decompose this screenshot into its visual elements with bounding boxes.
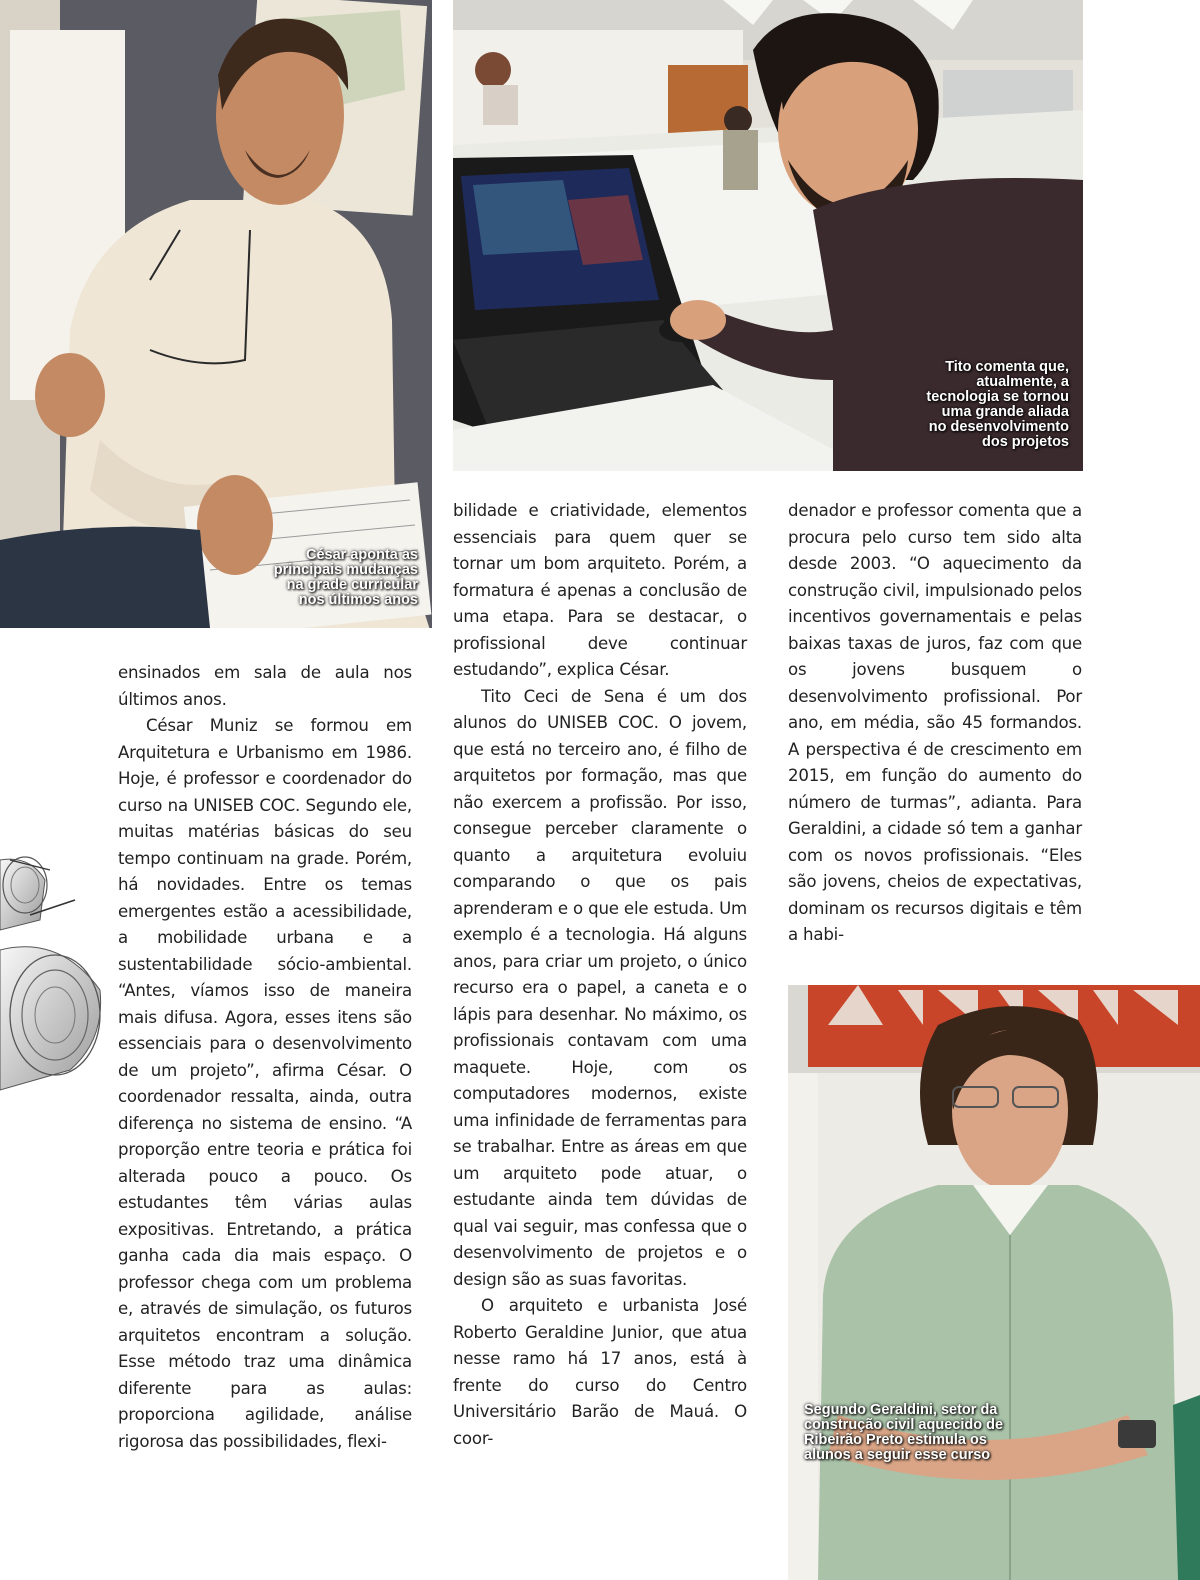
photo-cesar-illustration [0, 0, 432, 628]
caption-cesar-line: principais mudanças [273, 562, 418, 578]
photo-cesar [0, 0, 432, 628]
photo-tito [453, 0, 1083, 471]
article-column-3 [788, 498, 1082, 949]
caption-geraldini-line: alunos a seguir esse curso [804, 1447, 991, 1463]
caption-geraldini-line: Ribeirão Preto estimula os [804, 1432, 987, 1448]
photo-geraldini-illustration [788, 985, 1200, 1580]
photo-geraldini [788, 985, 1200, 1580]
caption-geraldini [804, 1403, 1003, 1463]
article-paragraph: denador e professor comenta que a procura pelo curso tem sido alta desde 2003. “O aquecimento da construção civil, impulsionado pelos incentivos governamentais e pelas baixas taxas de juros, faz com que os jovens busquem o desenvolvimento profissional. Por ano, em média, são 45 formandos. A perspectiva é de crescimento em 2015, em função do aumento do número de turmas”, adianta. Para Geraldini, a cidade só tem a ganhar com os novos profissionais. “Eles são jovens, cheios de expectativas, dominam os recursos digitais e têm a habi- [788, 501, 1082, 944]
caption-cesar-line: nos últimos anos [298, 592, 418, 608]
blueprint-rolls-decoration [0, 840, 110, 1140]
caption-tito-line: Tito comenta que, [945, 359, 1069, 375]
caption-tito-line: tecnologia se tornou [926, 389, 1069, 405]
article-paragraph: César Muniz se formou em Arquitetura e Urbanismo em 1986. Hoje, é professor e coordenador do curso na UNISEB COC. Segundo ele, muitas matérias básicas do seu tempo continuam na grade. Porém, há novidades. Entre os temas emergentes estão a acessibilidade, a mobilidade urbana e a sustentabilidade sócio-ambiental. “Antes, víamos isso de maneira mais difusa. Agora, esses itens são essenciais para o desenvolvimento de um projeto”, afirma César. O coordenador ressalta, ainda, outra diferença no sistema de ensino. “A proporção entre teoria e prática foi alterada pouco a pouco. Os estudantes têm várias aulas expositivas. Entretando, a prática ganha cada dia mais espaço. O professor chega com um problema e, através de simulação, os futuros arquitetos encontram a solução. Esse método traz uma dinâmica diferente para as aulas: proporciona agilidade, análise rigorosa das possibilidades, flexi- [118, 716, 412, 1451]
caption-tito-line: uma grande aliada [941, 404, 1069, 420]
caption-tito-line: no desenvolvimento [928, 419, 1069, 435]
caption-tito-line: dos projetos [981, 434, 1069, 450]
article-paragraph: Tito Ceci de Sena é um dos alunos do UNISEB COC. O jovem, que está no terceiro ano, é filho de arquitetos por formação, mas que não exercem a profissão. Por isso, consegue perceber claramente o quanto a arquitetura evoluiu comparando o que os pais aprenderam e o que ele estuda. Um exemplo é a tecnologia. Há alguns anos, para criar um projeto, o único recurso era o papel, a caneta e o lápis para desenhar. No máximo, os profissionais contavam com uma maquete. Hoje, com os computadores modernos, existe uma infinidade de ferramentas para se trabalhar. Entre as áreas em que um arquiteto pode atuar, o estudante ainda tem dúvidas de qual vai seguir, mas confessa que o desenvolvimento de projetos e o design são as suas favoritas. [453, 686, 747, 1289]
caption-cesar-line: César aponta as [305, 547, 418, 563]
blueprint-rolls-illustration [0, 840, 110, 1140]
caption-tito [926, 360, 1069, 450]
article-paragraph: O arquiteto e urbanista José Roberto Geraldine Junior, que atua nesse ramo há 17 anos, está à frente do curso do Centro Universitário Barão de Mauá. O coor- [453, 1296, 747, 1448]
caption-tito-line: atualmente, a [976, 374, 1069, 390]
article-column-1 [118, 660, 412, 1455]
caption-cesar [274, 548, 418, 608]
caption-geraldini-line: construção civil aquecido de [804, 1417, 1004, 1433]
article-paragraph: ensinados em sala de aula nos últimos anos. [118, 663, 412, 709]
article-paragraph: bilidade e criatividade, elementos essenciais para quem quer se tornar um bom arquiteto. Porém, a formatura é apenas a conclusão de uma etapa. Para se destacar, o profissional deve continuar estudando”, explica César. [453, 501, 747, 679]
caption-cesar-line: na grade curricular [286, 577, 418, 593]
article-column-2 [453, 498, 747, 1452]
caption-geraldini-line: Segundo Geraldini, setor da [804, 1402, 998, 1418]
